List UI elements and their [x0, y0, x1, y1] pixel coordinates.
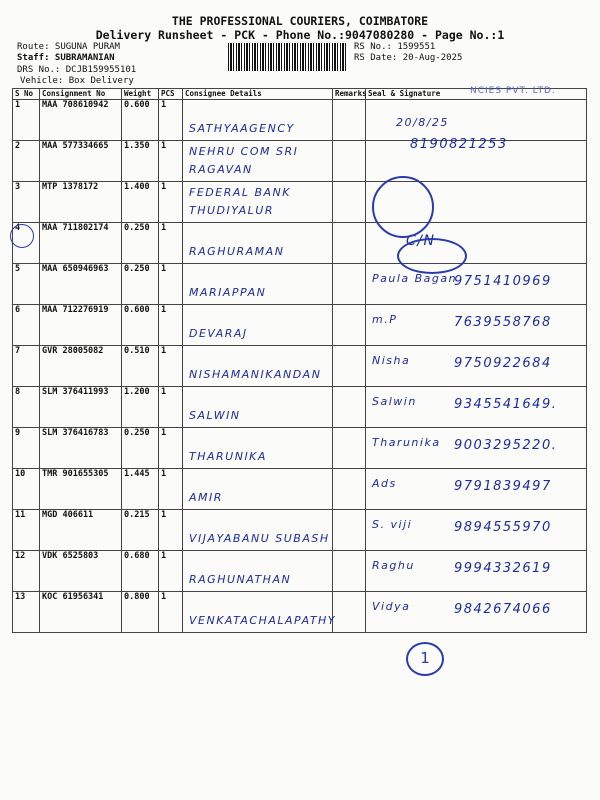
row-sno: 2 — [13, 141, 40, 182]
table-row — [13, 469, 587, 510]
phone-number: 9751410969 — [454, 274, 552, 289]
weight-value: 0.600 — [122, 305, 159, 346]
consignment-number: SLM 376411993 — [40, 387, 122, 428]
table-row — [13, 100, 587, 141]
pcs-value: 1 — [159, 428, 183, 469]
weight-value: 1.400 — [122, 182, 159, 223]
consignee-cell — [183, 100, 333, 141]
pcs-value: 1 — [159, 387, 183, 428]
signature-cell — [366, 387, 587, 428]
consignment-number: GVR 28005082 — [40, 346, 122, 387]
company-title: THE PROFESSIONAL COURIERS, COIMBATORE — [171, 14, 429, 28]
consignee-name: VENKATACHALAPATHY — [189, 614, 337, 627]
pcs-value: 1 — [159, 510, 183, 551]
consignee-name: VIJAYABANU SUBASH — [189, 532, 330, 545]
consignee-cell — [183, 182, 333, 223]
pcs-value: 1 — [159, 182, 183, 223]
signature-cell — [366, 428, 587, 469]
consignee-name: SALWIN — [189, 409, 241, 422]
phone-number: 8190821253 — [410, 137, 508, 152]
remarks-cell — [333, 305, 366, 346]
pcs-value: 1 — [159, 264, 183, 305]
pcs-value: 1 — [159, 469, 183, 510]
consignee-cell — [183, 510, 333, 551]
consignee-cell — [183, 305, 333, 346]
signature-cell — [366, 510, 587, 551]
consignee-name: RAGHUNATHAN — [189, 573, 292, 586]
remarks-cell — [333, 428, 366, 469]
consignee-name: NISHAMANIKANDAN — [189, 368, 322, 381]
cn-mark-circle — [397, 238, 467, 274]
table-row — [13, 182, 587, 223]
signature-cell — [366, 346, 587, 387]
pcs-value: 1 — [159, 592, 183, 633]
consignee-name: DEVARAJ — [189, 327, 248, 340]
remarks-cell — [333, 346, 366, 387]
table-row — [13, 223, 587, 264]
signature: 20/8/25 — [396, 116, 449, 129]
staff-label: Staff: SUBRAMANIAN — [17, 53, 115, 63]
signature: Paula Bagan — [372, 272, 458, 285]
consignment-number: MAA 712276919 — [40, 305, 122, 346]
table-row — [13, 592, 587, 633]
signature-cell — [366, 592, 587, 633]
consignee-cell — [183, 223, 333, 264]
page-mark: 1 — [420, 649, 430, 667]
row-sno: 8 — [13, 387, 40, 428]
phone-number: 9894555970 — [454, 520, 552, 535]
row-sno: 9 — [13, 428, 40, 469]
page-mark-circle — [406, 642, 444, 676]
consignee-cell — [183, 264, 333, 305]
signature: Tharunika — [372, 436, 441, 449]
table-row — [13, 141, 587, 182]
signature: C/N — [406, 233, 436, 249]
consignee-cell — [183, 387, 333, 428]
row-sno: 13 — [13, 592, 40, 633]
barcode — [228, 43, 348, 71]
signature: Raghu — [372, 559, 415, 572]
row-sno: 12 — [13, 551, 40, 592]
col-sno: S No — [13, 89, 40, 100]
phone-number: 9345541649. — [454, 397, 558, 412]
vehicle-label: Vehicle: Box Delivery — [20, 76, 134, 86]
consignment-number: SLM 376416783 — [40, 428, 122, 469]
phone-number: 9750922684 — [454, 356, 552, 371]
pcs-value: 1 — [159, 551, 183, 592]
consignment-number: MAA 708610942 — [40, 100, 122, 141]
table-row — [13, 346, 587, 387]
pcs-value: 1 — [159, 223, 183, 264]
runsheet-table — [12, 88, 587, 633]
round-seal — [372, 176, 434, 238]
row-sno: 4 — [13, 223, 40, 264]
col-remarks: Remarks — [333, 89, 366, 100]
signature: m.P — [372, 313, 398, 326]
remarks-cell — [333, 182, 366, 223]
consignee-cell — [183, 428, 333, 469]
table-row — [13, 305, 587, 346]
weight-value: 0.250 — [122, 223, 159, 264]
signature-cell — [366, 551, 587, 592]
weight-value: 0.800 — [122, 592, 159, 633]
weight-value: 0.250 — [122, 428, 159, 469]
weight-value: 0.680 — [122, 551, 159, 592]
weight-value: 1.200 — [122, 387, 159, 428]
consignment-number: TMR 901655305 — [40, 469, 122, 510]
signature: Nisha — [372, 354, 411, 367]
consignment-number: MAA 650946963 — [40, 264, 122, 305]
consignment-number: MAA 711802174 — [40, 223, 122, 264]
consignee-name: FEDERAL BANK THUDIYALUR — [189, 186, 292, 217]
phone-number: 9003295220. — [454, 438, 558, 453]
row-4-circle-mark — [10, 224, 34, 248]
consignee-cell — [183, 551, 333, 592]
weight-value: 0.215 — [122, 510, 159, 551]
signature-cell — [366, 305, 587, 346]
signature-cell — [366, 264, 587, 305]
weight-value: 1.350 — [122, 141, 159, 182]
col-consignment: Consignment No — [40, 89, 122, 100]
remarks-cell — [333, 223, 366, 264]
row-sno: 11 — [13, 510, 40, 551]
consignee-name: NEHRU COM SRI RAGAVAN — [189, 145, 299, 176]
route-label: Route: SUGUNA PURAM — [17, 42, 120, 52]
remarks-cell — [333, 469, 366, 510]
consignee-name: RAGHURAMAN — [189, 245, 285, 258]
weight-value: 0.510 — [122, 346, 159, 387]
remarks-cell — [333, 551, 366, 592]
row-sno: 6 — [13, 305, 40, 346]
runsheet-subtitle: Delivery Runsheet - PCK - Phone No.:9047080280 - Page No.:1 — [95, 28, 505, 42]
phone-number: 9842674066 — [454, 602, 552, 617]
consignee-name: SATHYAAGENCY — [189, 122, 295, 135]
consignment-number: MAA 577334665 — [40, 141, 122, 182]
pcs-value: 1 — [159, 346, 183, 387]
table-row — [13, 510, 587, 551]
row-sno: 10 — [13, 469, 40, 510]
stamp-company-text: NCIES PVT. LTD. — [470, 86, 556, 96]
consignment-number: MTP 1378172 — [40, 182, 122, 223]
remarks-cell — [333, 141, 366, 182]
col-consignee: Consignee Details — [183, 89, 333, 100]
consignment-number: KOC 61956341 — [40, 592, 122, 633]
signature-cell — [366, 100, 587, 141]
col-signature: Seal & Signature — [366, 89, 587, 100]
consignee-cell — [183, 469, 333, 510]
phone-number: 9994332619 — [454, 561, 552, 576]
consignment-number: VDK 6525803 — [40, 551, 122, 592]
consignee-cell — [183, 592, 337, 633]
row-sno: 1 — [13, 100, 40, 141]
table-row — [13, 428, 587, 469]
table-row — [13, 264, 587, 305]
row-sno: 3 — [13, 182, 40, 223]
col-weight: Weight — [122, 89, 159, 100]
rs-number: RS No.: 1599551 — [354, 42, 436, 52]
col-pcs: PCS — [159, 89, 183, 100]
signature: Ads — [372, 477, 397, 490]
phone-number: 7639558768 — [454, 315, 552, 330]
signature: Salwin — [372, 395, 417, 408]
remarks-cell — [333, 264, 366, 305]
signature-cell — [366, 469, 587, 510]
drs-number: DRS No.: DCJB159955101 — [17, 65, 137, 75]
remarks-cell — [333, 387, 366, 428]
remarks-cell — [333, 100, 366, 141]
signature: S. viji — [372, 518, 413, 531]
row-sno: 7 — [13, 346, 40, 387]
remarks-cell — [333, 510, 366, 551]
rs-date: RS Date: 20-Aug-2025 — [354, 53, 463, 63]
consignee-name: MARIAPPAN — [189, 286, 267, 299]
table-row — [13, 551, 587, 592]
phone-number: 9791839497 — [454, 479, 552, 494]
pcs-value: 1 — [159, 141, 183, 182]
weight-value: 0.250 — [122, 264, 159, 305]
consignee-name: THARUNIKA — [189, 450, 267, 463]
consignment-number: MGD 406611 — [40, 510, 122, 551]
pcs-value: 1 — [159, 305, 183, 346]
row-sno: 5 — [13, 264, 40, 305]
weight-value: 0.600 — [122, 100, 159, 141]
signature: Vidya — [372, 600, 411, 613]
weight-value: 1.445 — [122, 469, 159, 510]
remarks-cell — [333, 592, 366, 633]
consignee-cell — [183, 141, 333, 182]
consignee-cell — [183, 346, 333, 387]
consignee-name: AMIR — [189, 491, 223, 504]
pcs-value: 1 — [159, 100, 183, 141]
table-row — [13, 387, 587, 428]
